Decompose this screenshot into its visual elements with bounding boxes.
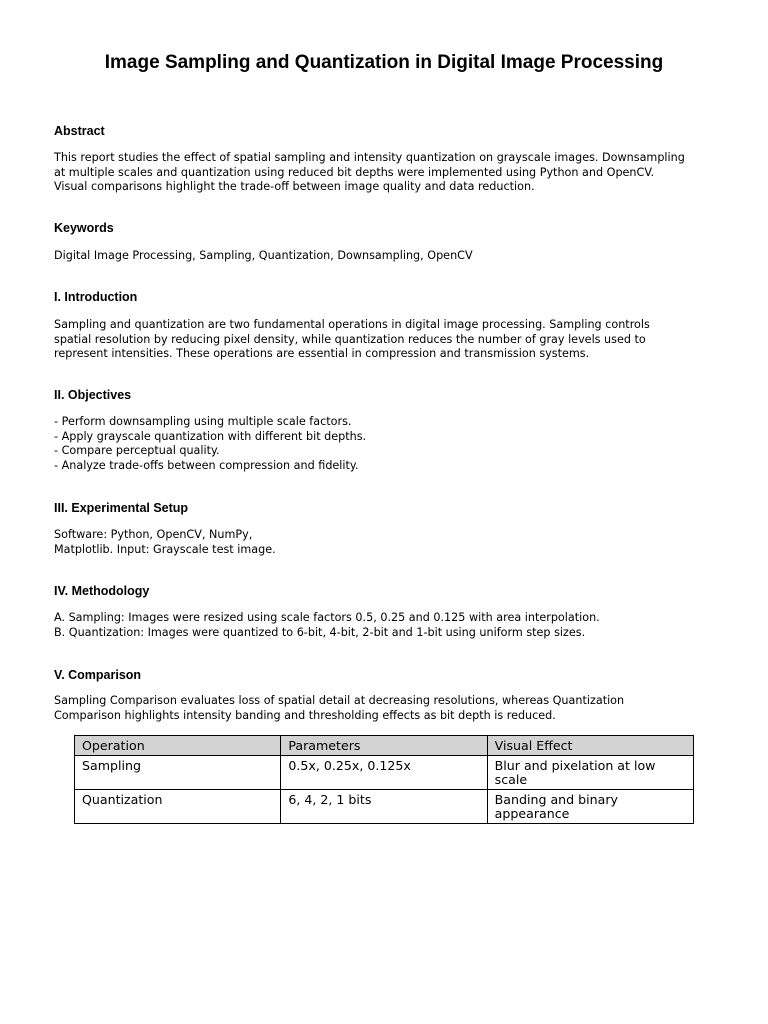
table-row <box>75 756 694 790</box>
comparison-table <box>74 735 694 824</box>
paper-title: Image Sampling and Quantization in Digital Image Processing <box>104 52 664 73</box>
setup-heading: III. Experimental Setup <box>54 501 189 515</box>
table-header-cell: Parameters <box>281 736 487 756</box>
objectives-list: - Perform downsampling using multiple scale factors. - Apply grayscale quantization with different bit depths. - Compare perceptual quality. - Analyze trade-offs between compression and fidelity. <box>54 415 367 472</box>
introduction-heading: I. Introduction <box>54 290 138 304</box>
table-cell: Quantization <box>75 790 281 824</box>
table-header-row <box>75 736 694 756</box>
table-header-cell: Operation <box>75 736 281 756</box>
methodology-heading: IV. Methodology <box>54 584 150 598</box>
abstract-heading: Abstract <box>54 124 105 138</box>
introduction-text: Sampling and quantization are two fundamental operations in digital image processing. Sampling controls spatial resolution by reducing pixel density, while quantization reduces the number of gray levels used to represent intensities. These operations are essential in compression and transmission systems. <box>54 318 650 361</box>
setup-text: Software: Python, OpenCV, NumPy, Matplotlib. Input: Grayscale test image. <box>54 528 276 556</box>
table-row <box>75 790 694 824</box>
objectives-heading: II. Objectives <box>54 388 132 402</box>
comparison-text: Sampling Comparison evaluates loss of spatial detail at decreasing resolutions, whereas Quantization Comparison highlights intensity banding and thresholding effects as bit depth is reduced. <box>54 694 625 722</box>
table-cell: Blur and pixelation at low scale <box>487 756 693 790</box>
keywords-heading: Keywords <box>54 221 114 235</box>
keywords-text: Digital Image Processing, Sampling, Quantization, Downsampling, OpenCV <box>54 249 473 262</box>
table-header-cell: Visual Effect <box>487 736 693 756</box>
table-cell: 6, 4, 2, 1 bits <box>281 790 487 824</box>
table-cell: 0.5x, 0.25x, 0.125x <box>281 756 487 790</box>
comparison-heading: V. Comparison <box>54 668 142 682</box>
table-cell: Sampling <box>75 756 281 790</box>
methodology-text: A. Sampling: Images were resized using scale factors 0.5, 0.25 and 0.125 with area interpolation. B. Quantization: Images were quantized to 6-bit, 4-bit, 2-bit and 1-bit using uniform step sizes. <box>54 611 600 639</box>
table-cell: Banding and binary appearance <box>487 790 693 824</box>
abstract-text: This report studies the effect of spatial sampling and intensity quantization on grayscale images. Downsampling at multiple scales and quantization using reduced bit depths were implemented using Python and OpenCV. Visual comparisons highlight the trade-off between image quality and data reduction. <box>54 151 685 194</box>
